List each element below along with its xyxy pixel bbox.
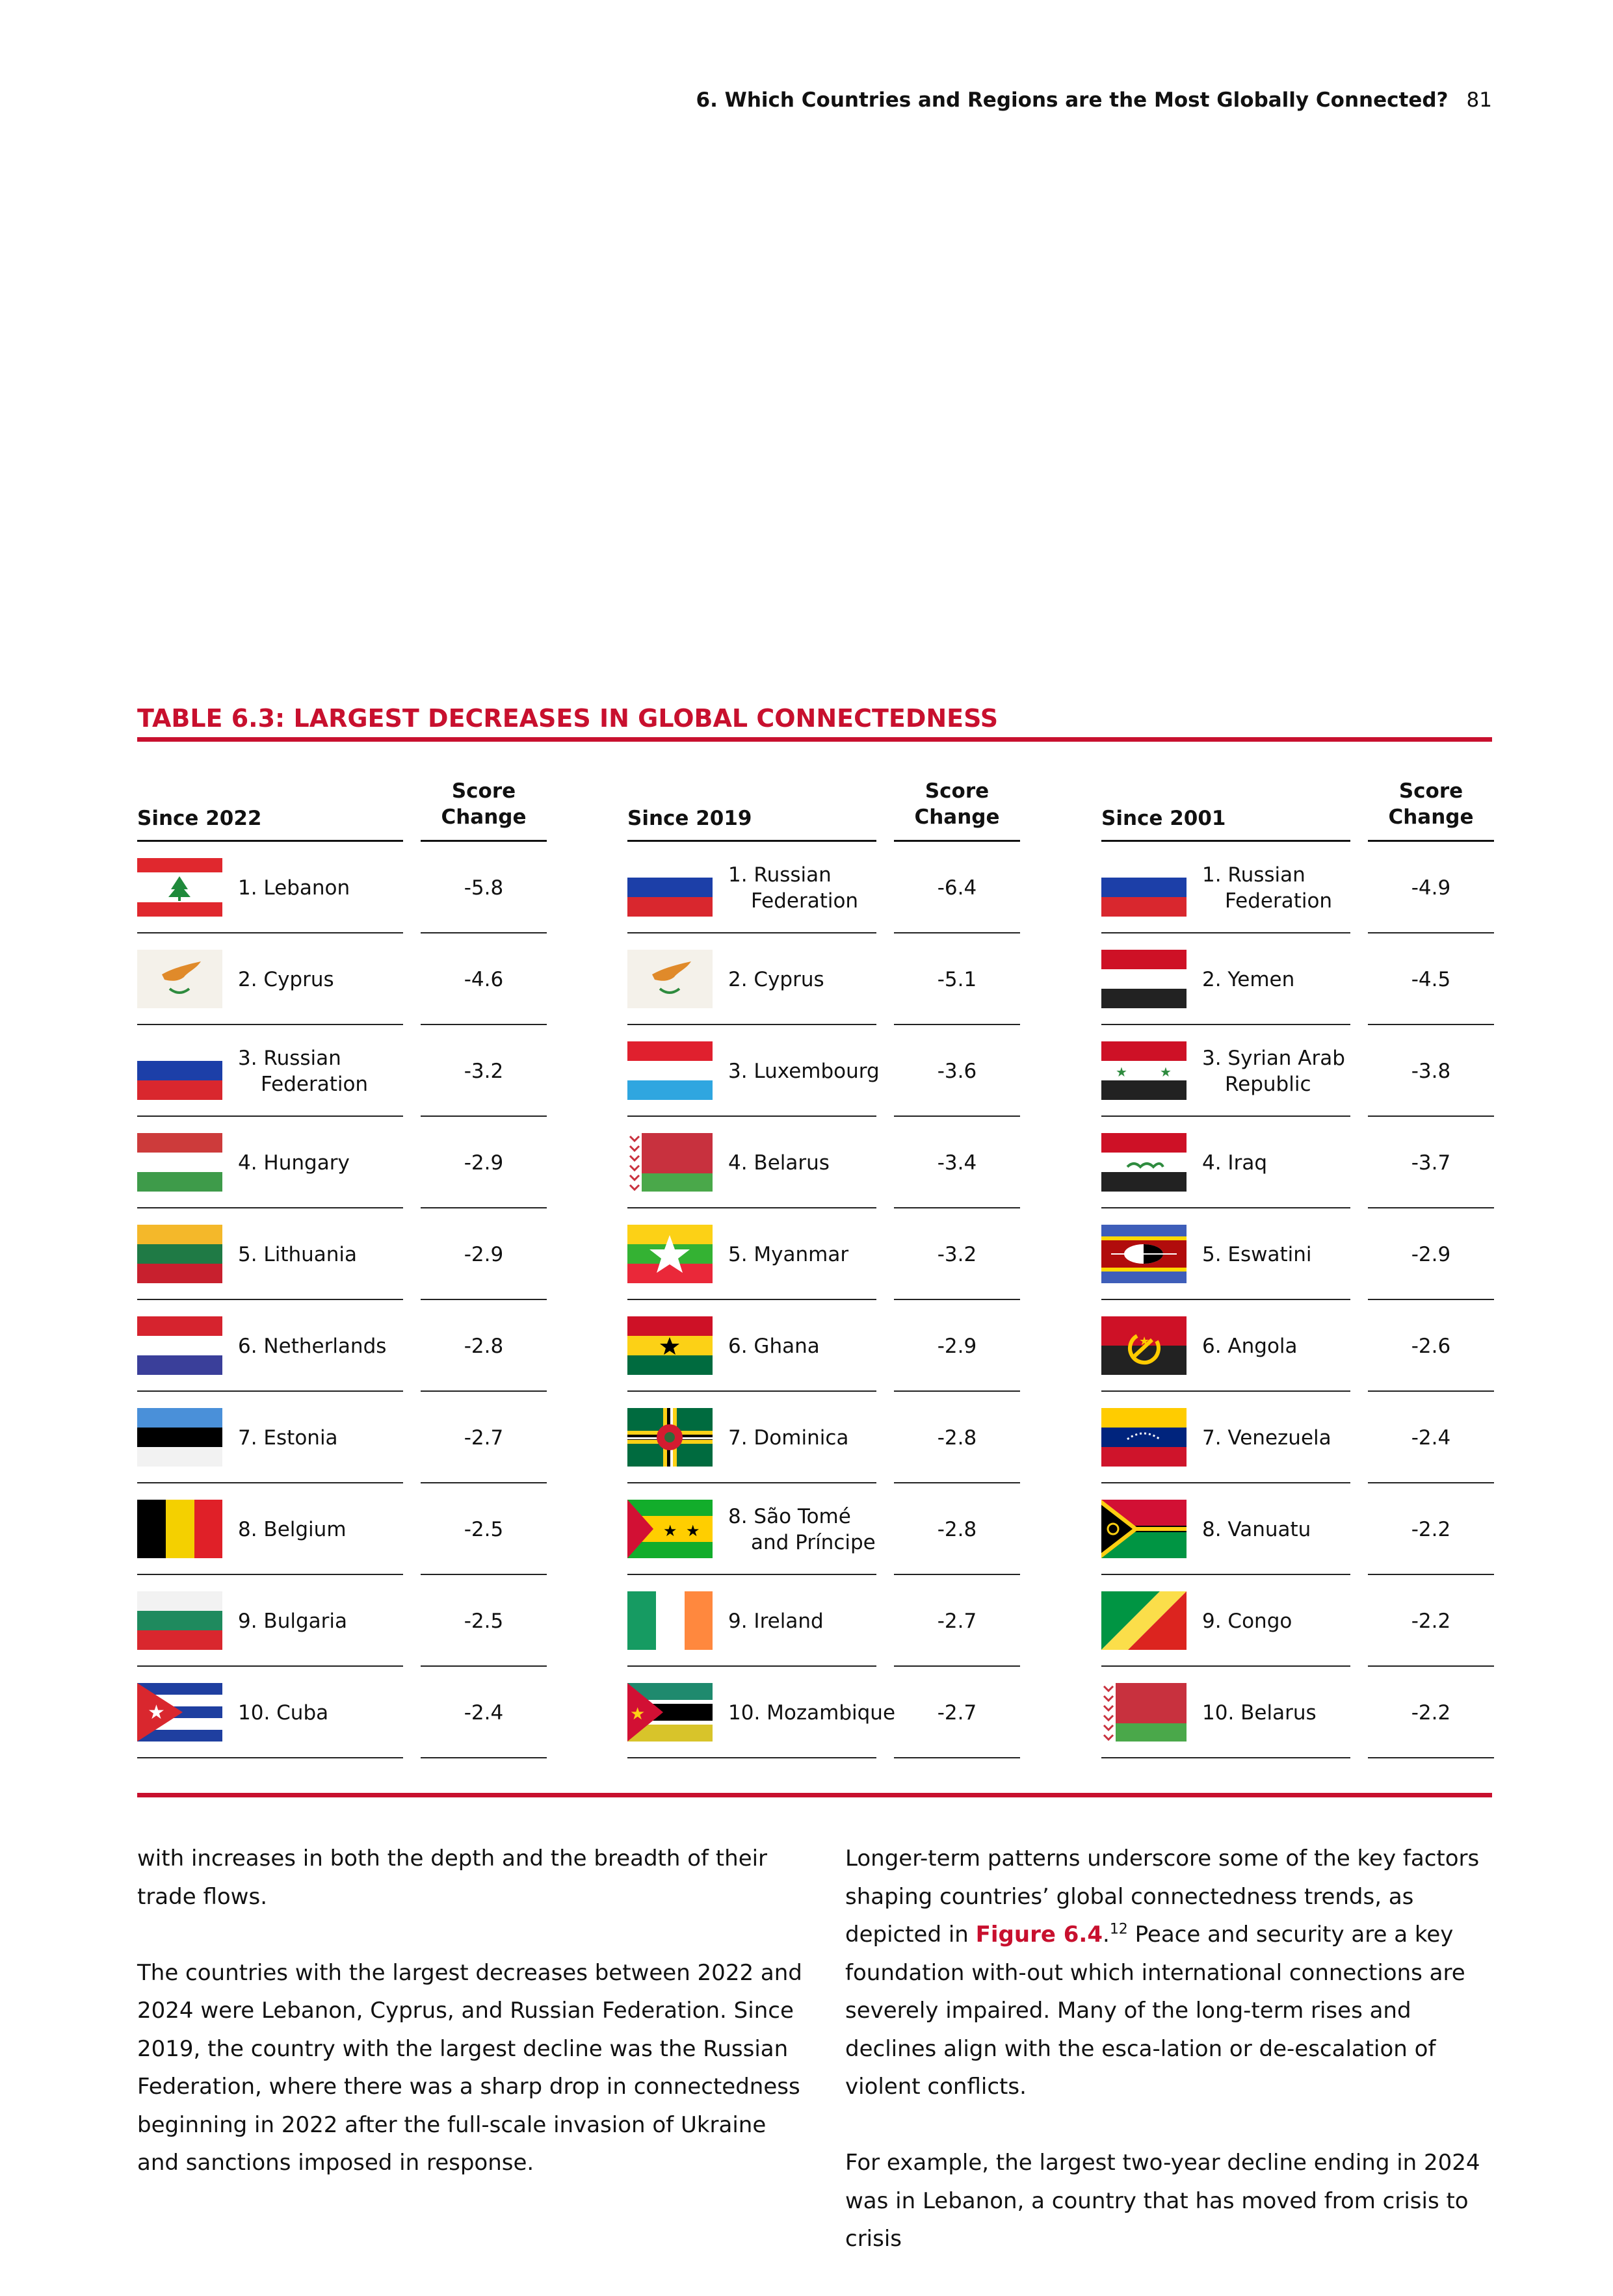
mozambique-flag-icon [627,1683,713,1742]
body-left-column [137,1840,807,2220]
table-row [137,933,547,1025]
syria-flag-icon [1101,1041,1187,1100]
table-row [1101,933,1494,1025]
table-row [1101,842,1494,933]
table-column-group [627,774,1020,1758]
table-row [1101,1392,1494,1483]
table-row [137,1483,547,1575]
bulgaria-flag-icon [137,1591,222,1650]
country-name: 6. Netherlands [238,1334,387,1358]
country-name: 5. Eswatini [1202,1242,1312,1266]
table-row [137,1392,547,1483]
ghana-flag-icon [627,1316,713,1375]
vanuatu-flag-icon [1101,1500,1187,1558]
body-paragraph: For example, the largest two-year decline ending in 2024 was in Lebanon, a country that has moved from crisis to crisis [845,2150,1480,2252]
russia-flag-icon [137,1041,222,1100]
country-name: 1. Russian Federation [1202,863,1333,913]
score-change-value: -2.2 [1411,1701,1451,1725]
russia-flag-icon [1101,858,1187,917]
table-top-rule [137,737,1492,742]
chapter-title: 6. Which Countries and Regions are the Most Globally Connected? [696,88,1449,112]
score-change-value: -2.5 [464,1517,504,1541]
country-name: 2. Cyprus [728,967,824,991]
score-change-value: -3.2 [937,1242,977,1266]
table-row [1101,1575,1494,1667]
svg-text:★: ★ [686,1522,700,1540]
table-row [627,1025,1020,1117]
score-change-header: Score Change [1388,779,1474,829]
footnote-ref[interactable]: 12 [1109,1921,1128,1938]
country-name: 8. Vanuatu [1202,1517,1311,1541]
country-name: 3. Luxembourg [728,1059,880,1083]
table-row [627,1117,1020,1208]
table-row [137,1117,547,1208]
svg-text:★: ★ [1139,1335,1150,1348]
country-name: 6. Angola [1202,1334,1298,1358]
text-run: Longer-term patterns underscore some of the key factors shaping countries’ global connectedness trends, as depicted in [845,1846,1480,1948]
score-change-value: -2.8 [464,1334,504,1358]
score-change-value: -4.6 [464,967,504,991]
country-name: 3. Russian Federation [238,1046,369,1096]
country-name: 7. Estonia [238,1426,338,1450]
hungary-flag-icon [137,1133,222,1192]
table-row [627,1208,1020,1300]
iraq-flag-icon [1101,1133,1187,1192]
table-row [137,842,547,933]
country-name: 4. Iraq [1202,1151,1267,1175]
score-change-value: -3.6 [937,1059,977,1083]
saotome-flag-icon [627,1500,713,1558]
score-change-value: -2.4 [464,1701,504,1725]
country-name: 2. Cyprus [238,967,334,991]
body-paragraph: with increases in both the depth and the breadth of their trade flows. [137,1846,768,1910]
country-name: 4. Belarus [728,1151,830,1175]
table-title: TABLE 6.3: LARGEST DECREASES IN GLOBAL CONNECTEDNESS [137,704,999,733]
row-rule [1368,1757,1494,1758]
score-change-value: -2.9 [464,1242,504,1266]
estonia-flag-icon [137,1408,222,1467]
table-row [1101,1208,1494,1300]
table-row [627,1392,1020,1483]
table-row [137,1025,547,1117]
table-row [137,1208,547,1300]
score-change-value: -2.7 [937,1609,977,1633]
venezuela-flag-icon [1101,1408,1187,1467]
country-name: 9. Bulgaria [238,1609,347,1633]
table-row [627,1483,1020,1575]
country-name: 10. Cuba [238,1701,329,1725]
lithuania-flag-icon [137,1225,222,1283]
body-paragraph [845,1840,1495,2106]
table-column-group [137,774,547,1758]
score-change-value: -2.4 [1411,1426,1451,1450]
row-rule [1101,1757,1350,1758]
score-change-value: -3.7 [1411,1151,1451,1175]
cyprus-flag-icon [627,950,713,1008]
svg-text:★: ★ [1160,1064,1172,1080]
belarus-flag-icon [627,1133,713,1192]
score-change-value: -2.2 [1411,1517,1451,1541]
cuba-flag-icon [137,1683,222,1742]
country-name: 6. Ghana [728,1334,820,1358]
luxembourg-flag-icon [627,1041,713,1100]
text-run: Peace and security are a key foundation with-out which international connections are severely impaired. Many of the long-term rises and declines align with the esca-lation or de-escalation of violent conflicts. [845,1922,1465,2100]
row-rule [627,1757,876,1758]
column-group-header [137,774,547,842]
score-change-value: -2.2 [1411,1609,1451,1633]
score-change-header: Score Change [441,779,527,829]
country-name: 3. Syrian Arab Republic [1202,1046,1345,1096]
yemen-flag-icon [1101,950,1187,1008]
country-name: 8. São Tomé and Príncipe [728,1504,876,1554]
figure-link[interactable]: Figure 6.4 [975,1922,1103,1948]
running-header [696,88,1492,112]
table-row [627,842,1020,933]
table-row [627,1667,1020,1758]
score-change-value: -2.9 [1411,1242,1451,1266]
table-row [137,1575,547,1667]
country-name: 10. Belarus [1202,1701,1317,1725]
country-name: 9. Ireland [728,1609,824,1633]
since-year-header: Since 2001 [1101,807,1226,830]
score-change-value: -6.4 [937,876,977,900]
table-row [137,1300,547,1392]
svg-text:★: ★ [630,1704,646,1724]
country-name: 4. Hungary [238,1151,350,1175]
since-year-header: Since 2022 [137,807,262,830]
table-row [1101,1300,1494,1392]
country-name: 9. Congo [1202,1609,1292,1633]
lebanon-flag-icon [137,858,222,917]
table-row [627,1575,1020,1667]
belgium-flag-icon [137,1500,222,1558]
score-change-value: -2.5 [464,1609,504,1633]
country-name: 8. Belgium [238,1517,347,1541]
score-change-value: -3.8 [1411,1059,1451,1083]
score-change-value: -4.9 [1411,876,1451,900]
body-paragraph: The countries with the largest decreases between 2022 and 2024 were Lebanon, Cyprus, and Russian Federation. Since 2019, the country with the largest decline was the Russian Federation, where there was a sharp drop in connectedness beginning in 2022 after the full-scale invasion of Ukraine and sanctions imposed in response. [137,1959,802,2176]
table-row [1101,1025,1494,1117]
score-change-value: -3.2 [464,1059,504,1083]
score-change-value: -3.4 [937,1151,977,1175]
myanmar-flag-icon [627,1225,713,1283]
row-rule [894,1757,1020,1758]
score-change-value: -2.9 [937,1334,977,1358]
angola-flag-icon [1101,1316,1187,1375]
score-change-header: Score Change [914,779,1000,829]
country-name: 5. Myanmar [728,1242,849,1266]
table-bottom-rule [137,1793,1492,1797]
row-rule [137,1757,403,1758]
table-row [137,1667,547,1758]
svg-text:★: ★ [1116,1064,1127,1080]
score-change-value: -2.8 [937,1426,977,1450]
table-row [627,1300,1020,1392]
svg-text:★: ★ [148,1701,165,1724]
row-rule [421,1757,547,1758]
column-group-header [1101,774,1494,842]
score-change-value: -2.8 [937,1517,977,1541]
country-name: 1. Russian Federation [728,863,859,913]
belarus-flag-icon [1101,1683,1187,1742]
score-change-value: -5.8 [464,876,504,900]
table-row [1101,1667,1494,1758]
country-name: 5. Lithuania [238,1242,358,1266]
cyprus-flag-icon [137,950,222,1008]
country-name: 7. Dominica [728,1426,849,1450]
body-right-column [845,1840,1495,2296]
score-change-value: -4.5 [1411,967,1451,991]
table-column-group [1101,774,1494,1758]
score-change-value: -2.7 [937,1701,977,1725]
table-row [1101,1483,1494,1575]
dominica-flag-icon [627,1408,713,1467]
country-name: 1. Lebanon [238,876,350,900]
netherlands-flag-icon [137,1316,222,1375]
text-run: . [1103,1922,1110,1948]
since-year-header: Since 2019 [627,807,752,830]
country-name: 7. Venezuela [1202,1426,1331,1450]
table-row [1101,1117,1494,1208]
svg-text:★: ★ [663,1522,677,1540]
column-group-header [627,774,1020,842]
country-name: 10. Mozambique [728,1701,896,1725]
eswatini-flag-icon [1101,1225,1187,1283]
score-change-value: -5.1 [937,967,977,991]
ireland-flag-icon [627,1591,713,1650]
score-change-value: -2.7 [464,1426,504,1450]
page-number: 81 [1466,88,1492,112]
table-row [627,933,1020,1025]
score-change-value: -2.9 [464,1151,504,1175]
country-name: 2. Yemen [1202,967,1295,991]
score-change-value: -2.6 [1411,1334,1451,1358]
russia-flag-icon [627,858,713,917]
congo-flag-icon [1101,1591,1187,1650]
